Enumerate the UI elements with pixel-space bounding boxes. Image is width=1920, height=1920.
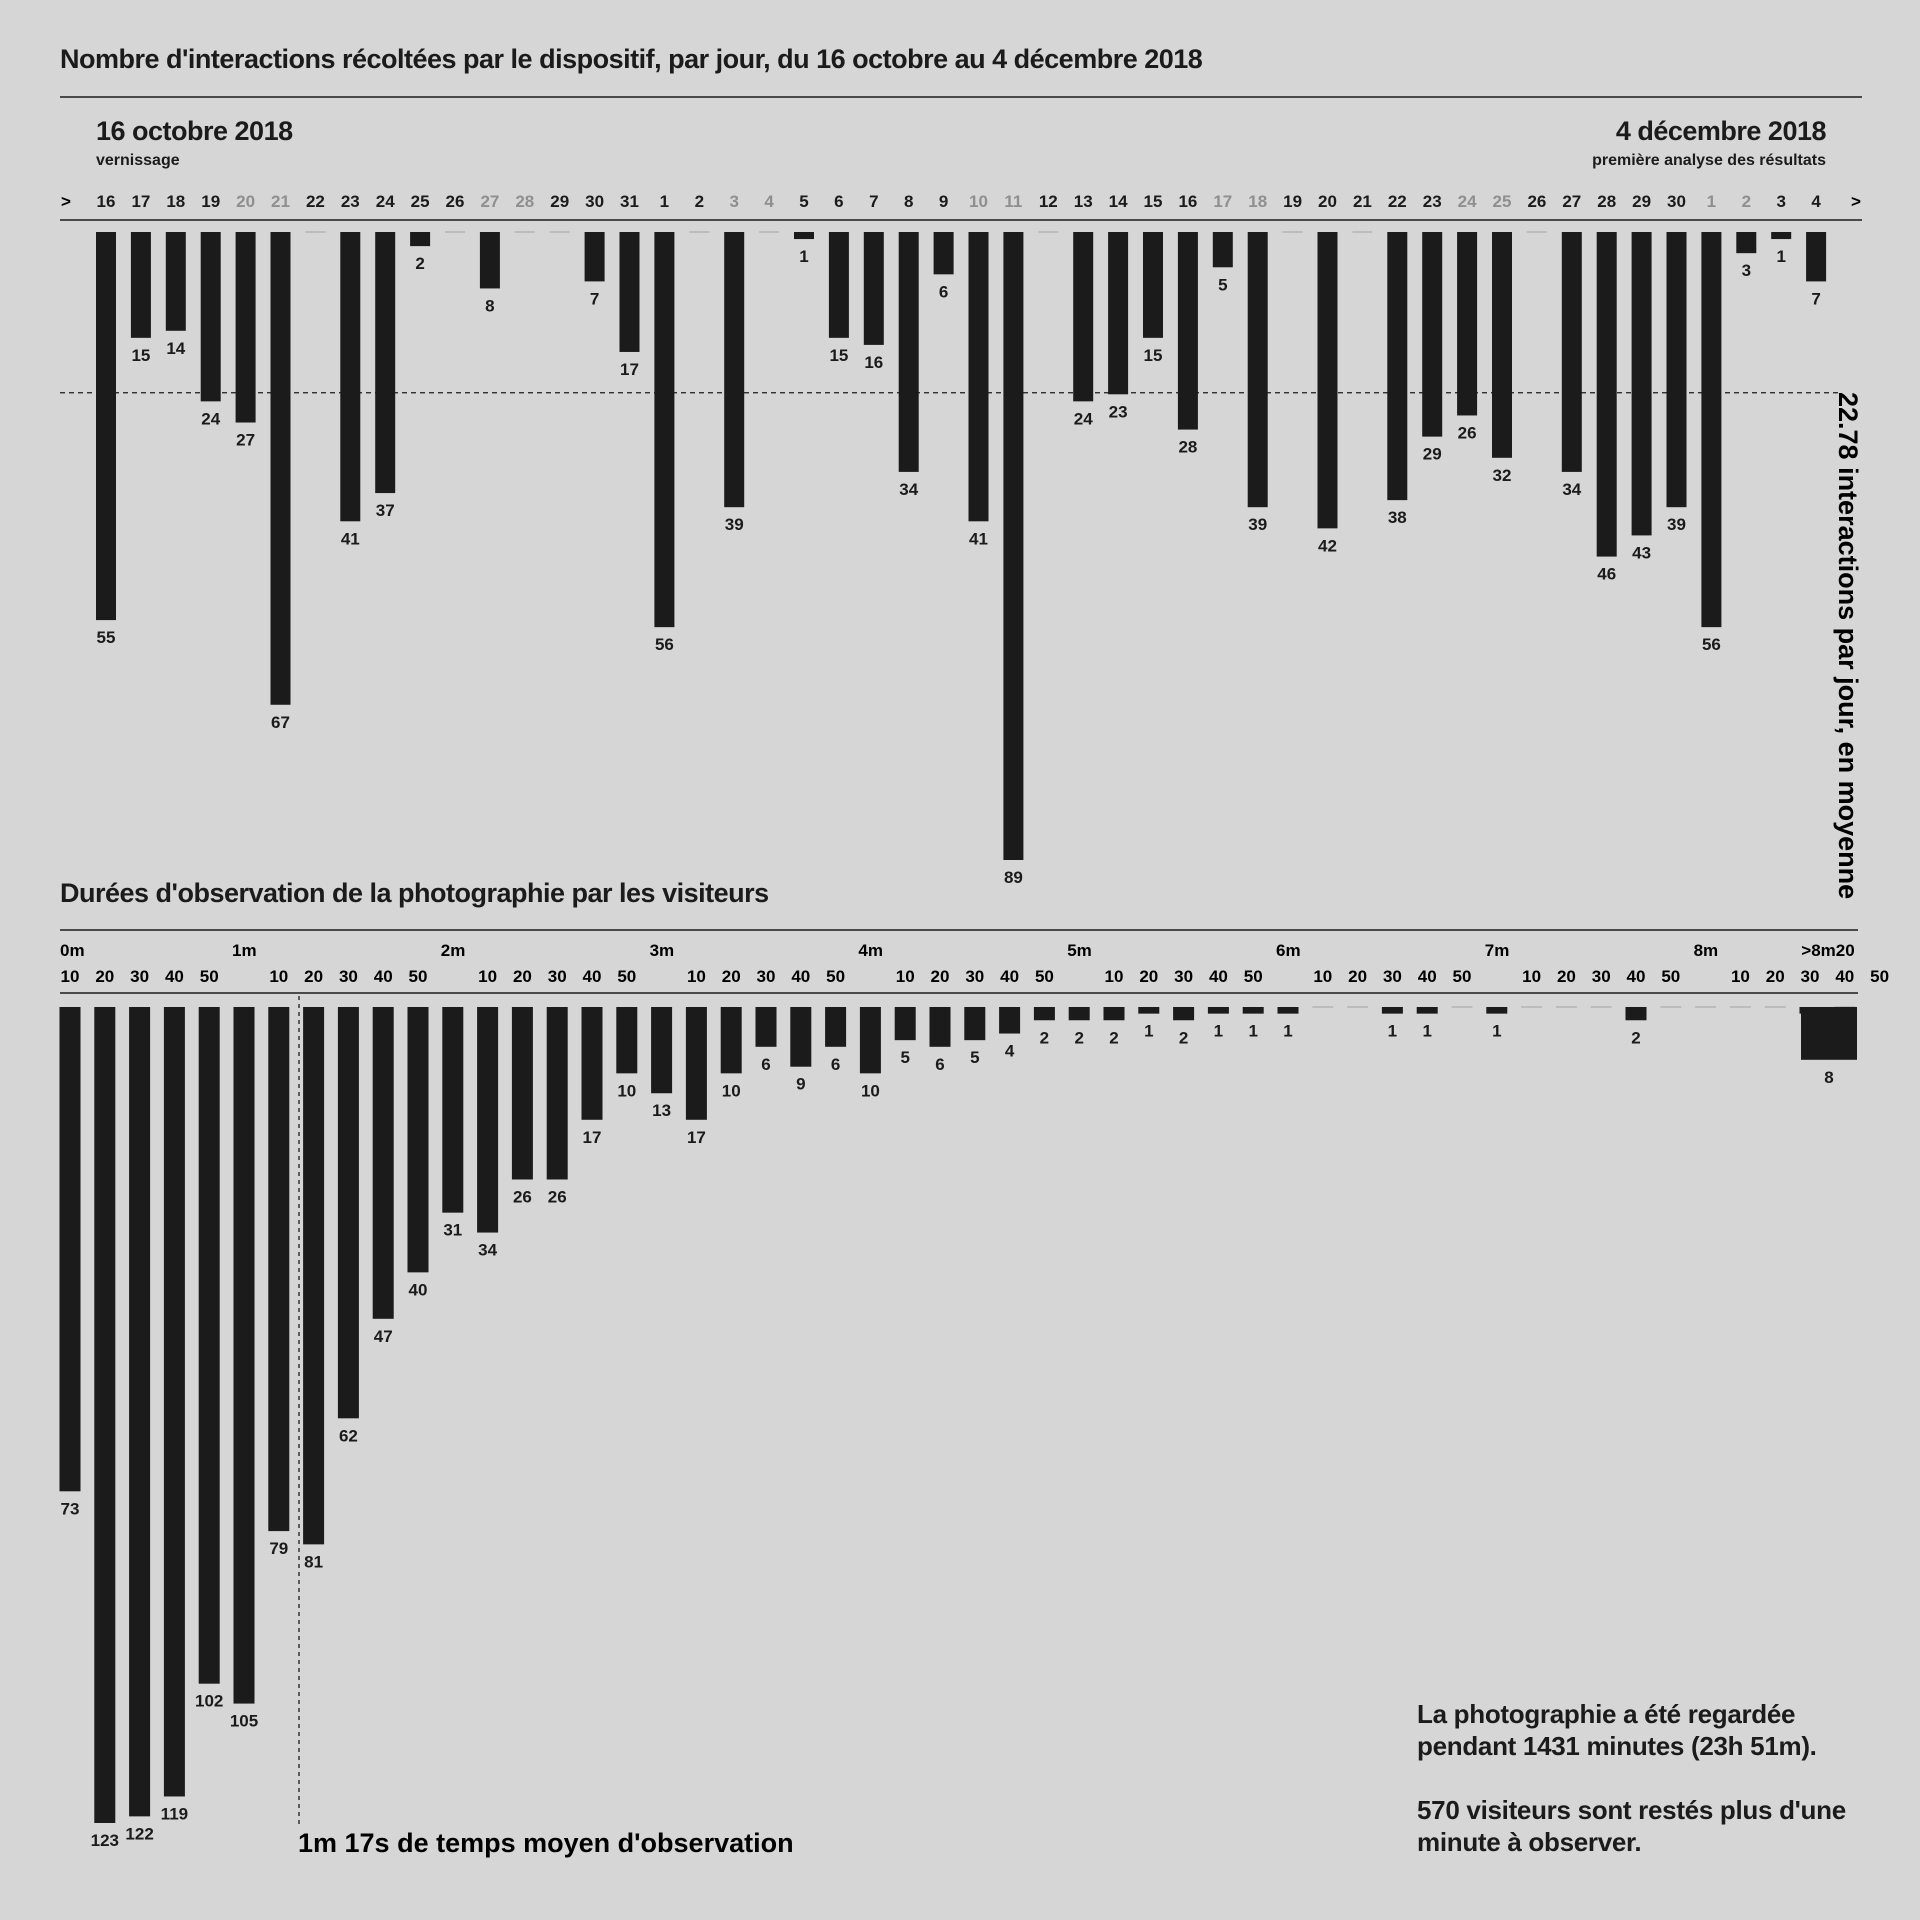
seconds-tick-label: 50 bbox=[1034, 967, 1054, 986]
daily-bar bbox=[1387, 232, 1407, 500]
daily-bar-value: 15 bbox=[131, 345, 151, 365]
duration-bar bbox=[582, 1007, 603, 1120]
seconds-tick-label: 40 bbox=[582, 967, 602, 986]
seconds-tick-label: 40 bbox=[1417, 967, 1437, 986]
seconds-tick-label: 40 bbox=[791, 967, 811, 986]
total-duration-note bbox=[1417, 1698, 1846, 1858]
daily-bar bbox=[1736, 232, 1756, 253]
duration-bar-value: 5 bbox=[900, 1048, 910, 1068]
seconds-tick-label: 10 bbox=[686, 967, 706, 986]
daily-bar-value: 26 bbox=[1457, 423, 1477, 443]
day-tick-label: 5 bbox=[799, 192, 809, 211]
duration-bar-value: 4 bbox=[1004, 1041, 1015, 1061]
daily-bar bbox=[1318, 232, 1338, 528]
seconds-tick-label: 20 bbox=[1556, 967, 1576, 986]
seconds-tick-label: 10 bbox=[1313, 967, 1333, 986]
daily-bar bbox=[1597, 232, 1617, 557]
daily-bar bbox=[934, 232, 954, 274]
daily-bar bbox=[1667, 232, 1687, 507]
duration-bar bbox=[1173, 1007, 1194, 1020]
daily-bar-value: 15 bbox=[829, 345, 849, 365]
day-tick-label: 9 bbox=[938, 192, 949, 211]
note-line-4: minute à observer. bbox=[1417, 1827, 1642, 1857]
day-tick-label: 2 bbox=[694, 192, 705, 211]
day-tick-label: 28 bbox=[1597, 192, 1617, 211]
day-tick-label: 20 bbox=[1318, 192, 1337, 211]
daily-bar-value: 38 bbox=[1387, 508, 1407, 528]
mean-observation-label: 1m 17s de temps moyen d'observation bbox=[298, 1828, 794, 1858]
duration-bar-value: 2 bbox=[1039, 1028, 1050, 1048]
daily-bar-value: 39 bbox=[724, 515, 744, 535]
duration-bar-value: 1 bbox=[1492, 1021, 1502, 1041]
daily-bar bbox=[1073, 232, 1093, 401]
daily-bar bbox=[271, 232, 291, 705]
duration-bar bbox=[651, 1007, 672, 1093]
duration-bar bbox=[1208, 1007, 1229, 1014]
daily-bar-value: 27 bbox=[236, 430, 256, 450]
duration-bar bbox=[964, 1007, 985, 1040]
seconds-tick-label: 30 bbox=[1800, 967, 1820, 986]
seconds-tick-label: 30 bbox=[338, 967, 358, 986]
duration-bar bbox=[1382, 1007, 1403, 1014]
day-tick-label: 12 bbox=[1038, 192, 1058, 211]
duration-bar bbox=[616, 1007, 637, 1073]
day-tick-label: 4 bbox=[1811, 192, 1821, 211]
day-tick-label: 16 bbox=[96, 192, 116, 211]
seconds-tick-label: 20 bbox=[1139, 967, 1159, 986]
duration-bar bbox=[825, 1007, 846, 1047]
seconds-tick-label: 50 bbox=[408, 967, 428, 986]
day-tick-label: 28 bbox=[515, 192, 535, 211]
day-tick-label: 27 bbox=[1562, 192, 1582, 211]
duration-bar-value: 122 bbox=[125, 1824, 154, 1844]
day-tick-label: 31 bbox=[620, 192, 639, 211]
duration-bar bbox=[164, 1007, 185, 1796]
duration-bar-value: 6 bbox=[935, 1054, 945, 1074]
seconds-tick-label: 50 bbox=[1870, 967, 1890, 986]
seconds-tick-label: 20 bbox=[512, 967, 532, 986]
daily-bar bbox=[201, 232, 221, 401]
daily-bar-value: 1 bbox=[799, 247, 809, 267]
daily-bar-value: 23 bbox=[1108, 402, 1128, 422]
duration-bar-value: 73 bbox=[60, 1499, 80, 1519]
duration-bar bbox=[1138, 1007, 1159, 1014]
daily-bar-value: 56 bbox=[654, 635, 674, 655]
daily-bar-value: 43 bbox=[1632, 543, 1652, 563]
duration-bar-value: 5 bbox=[970, 1048, 980, 1068]
duration-bar bbox=[1417, 1007, 1438, 1014]
day-tick-label: 22 bbox=[1387, 192, 1407, 211]
day-tick-label: 21 bbox=[271, 192, 290, 211]
seconds-tick-label: 50 bbox=[1452, 967, 1472, 986]
note-line-3: 570 visiteurs sont restés plus d'une bbox=[1417, 1795, 1846, 1825]
daily-bar-value: 15 bbox=[1143, 345, 1163, 365]
seconds-tick-label: 20 bbox=[1765, 967, 1785, 986]
day-tick-label: 14 bbox=[1108, 192, 1128, 211]
minute-label: 7m bbox=[1484, 941, 1510, 960]
daily-bar bbox=[166, 232, 186, 331]
daily-bar bbox=[1108, 232, 1128, 394]
duration-bar-value: 34 bbox=[478, 1240, 498, 1260]
duration-bar-value: 1 bbox=[1213, 1021, 1224, 1041]
day-tick-label: 11 bbox=[1004, 192, 1023, 211]
daily-bar bbox=[1771, 232, 1791, 239]
seconds-tick-label: 30 bbox=[756, 967, 776, 986]
seconds-tick-label: 30 bbox=[1591, 967, 1611, 986]
duration-bar bbox=[860, 1007, 881, 1073]
duration-bar bbox=[547, 1007, 568, 1179]
daily-bar-value: 7 bbox=[1811, 289, 1821, 309]
day-tick-label: 18 bbox=[1248, 192, 1268, 211]
duration-bar-value: 31 bbox=[443, 1220, 463, 1240]
daily-bar-value: 41 bbox=[969, 529, 988, 549]
duration-bar bbox=[790, 1007, 811, 1067]
daily-bar bbox=[1422, 232, 1442, 437]
daily-interactions-chart bbox=[0, 0, 1920, 900]
daily-bar bbox=[1632, 232, 1652, 535]
daily-bar-value: 39 bbox=[1667, 515, 1686, 535]
daily-bar bbox=[654, 232, 674, 627]
day-tick-label: 27 bbox=[480, 192, 500, 211]
duration-bar-value: 1 bbox=[1805, 1021, 1815, 1041]
seconds-tick-label: 10 bbox=[478, 967, 498, 986]
duration-bar bbox=[373, 1007, 394, 1319]
seconds-tick-label: 40 bbox=[1208, 967, 1228, 986]
day-tick-label: 4 bbox=[764, 192, 774, 211]
day-tick-label: 20 bbox=[236, 192, 256, 211]
duration-bar bbox=[442, 1007, 463, 1213]
duration-bar-value: 17 bbox=[686, 1127, 706, 1147]
seconds-tick-label: 40 bbox=[1626, 967, 1646, 986]
duration-bar bbox=[199, 1007, 220, 1684]
duration-bar-value: 10 bbox=[721, 1081, 741, 1101]
day-tick-label: 2 bbox=[1741, 192, 1752, 211]
duration-bar bbox=[338, 1007, 359, 1418]
end-date-label: 4 décembre 2018 bbox=[1615, 116, 1826, 146]
duration-bar-value: 1 bbox=[1387, 1021, 1398, 1041]
seconds-tick-label: 30 bbox=[965, 967, 985, 986]
daily-bar-value: 5 bbox=[1218, 275, 1228, 295]
day-tick-label: 18 bbox=[166, 192, 186, 211]
note-line-2: pendant 1431 minutes (23h 51m). bbox=[1417, 1731, 1817, 1761]
daily-bar-value: 1 bbox=[1776, 247, 1786, 267]
duration-bar bbox=[94, 1007, 115, 1823]
day-tick-label: 3 bbox=[729, 192, 739, 211]
start-marker: > bbox=[61, 192, 71, 211]
daily-bar bbox=[1492, 232, 1512, 458]
duration-bar-value: 26 bbox=[547, 1187, 567, 1207]
daily-bar bbox=[724, 232, 744, 507]
duration-bar bbox=[60, 1007, 81, 1491]
duration-bar bbox=[1034, 1007, 1055, 1020]
daily-bar-value: 56 bbox=[1701, 635, 1721, 655]
day-tick-label: 24 bbox=[1457, 192, 1477, 211]
day-tick-label: 7 bbox=[869, 192, 879, 211]
daily-bar-value: 7 bbox=[589, 289, 600, 309]
daily-bar bbox=[236, 232, 256, 423]
duration-bar-value: 47 bbox=[373, 1326, 393, 1346]
daily-bar-value: 24 bbox=[1073, 409, 1093, 429]
daily-bar-value: 8 bbox=[485, 296, 495, 316]
day-tick-label: 24 bbox=[375, 192, 395, 211]
seconds-tick-label: 10 bbox=[895, 967, 915, 986]
overflow-bar-value: 8 bbox=[1824, 1067, 1834, 1087]
daily-bar bbox=[1143, 232, 1163, 338]
duration-bar bbox=[268, 1007, 289, 1531]
seconds-tick-label: 10 bbox=[1104, 967, 1124, 986]
day-tick-label: 3 bbox=[1776, 192, 1786, 211]
day-tick-label: 19 bbox=[201, 192, 221, 211]
duration-bar-value: 62 bbox=[338, 1426, 358, 1446]
duration-bar bbox=[1104, 1007, 1125, 1020]
day-tick-label: 23 bbox=[340, 192, 360, 211]
daily-bar-value: 14 bbox=[166, 338, 186, 358]
duration-bar-value: 10 bbox=[860, 1081, 880, 1101]
daily-bar bbox=[969, 232, 989, 521]
daily-bar-value: 34 bbox=[1562, 479, 1582, 499]
day-tick-label: 25 bbox=[1492, 192, 1512, 211]
minute-label: 5m bbox=[1067, 941, 1092, 960]
duration-bar bbox=[930, 1007, 951, 1047]
seconds-tick-label: 30 bbox=[1382, 967, 1402, 986]
day-tick-label: 30 bbox=[1667, 192, 1686, 211]
daily-bar bbox=[480, 232, 500, 288]
seconds-tick-label: 50 bbox=[1243, 967, 1263, 986]
daily-bar bbox=[1248, 232, 1268, 507]
day-tick-label: 29 bbox=[1632, 192, 1652, 211]
daily-bar bbox=[1701, 232, 1721, 627]
start-date-label: 16 octobre 2018 bbox=[96, 116, 293, 146]
day-tick-label: 1 bbox=[659, 192, 670, 211]
daily-bar bbox=[1562, 232, 1582, 472]
day-tick-label: 21 bbox=[1352, 192, 1372, 211]
minute-label: 2m bbox=[440, 941, 466, 960]
daily-bar-value: 17 bbox=[620, 359, 639, 379]
daily-bar-value: 3 bbox=[1741, 261, 1752, 281]
duration-bar-value: 1 bbox=[1248, 1021, 1258, 1041]
seconds-tick-label: 20 bbox=[930, 967, 950, 986]
duration-bar bbox=[1486, 1007, 1507, 1014]
day-tick-label: 1 bbox=[1706, 192, 1717, 211]
duration-bar bbox=[895, 1007, 916, 1040]
day-tick-label: 6 bbox=[834, 192, 844, 211]
minute-label: 1m bbox=[232, 941, 257, 960]
daily-bar bbox=[1178, 232, 1198, 430]
duration-bar-value: 40 bbox=[408, 1280, 428, 1300]
duration-bar-value: 123 bbox=[90, 1831, 119, 1850]
seconds-tick-label: 10 bbox=[1730, 967, 1750, 986]
day-tick-label: 22 bbox=[305, 192, 325, 211]
duration-bar-value: 9 bbox=[796, 1074, 806, 1094]
start-date-sublabel: vernissage bbox=[96, 152, 180, 169]
duration-bar-value: 10 bbox=[617, 1081, 637, 1101]
duration-bar bbox=[303, 1007, 324, 1544]
daily-bar bbox=[864, 232, 884, 345]
daily-bar bbox=[1457, 232, 1477, 415]
daily-bar-value: 16 bbox=[864, 352, 884, 372]
duration-bar-value: 1 bbox=[1422, 1021, 1432, 1041]
daily-bar bbox=[1003, 232, 1023, 860]
duration-bar-value: 119 bbox=[160, 1804, 189, 1824]
day-tick-label: 29 bbox=[550, 192, 570, 211]
duration-bar bbox=[129, 1007, 150, 1816]
duration-bar bbox=[721, 1007, 742, 1073]
duration-bar-value: 2 bbox=[1178, 1028, 1189, 1048]
duration-bar-value: 102 bbox=[195, 1691, 224, 1711]
duration-bar-value: 1 bbox=[1283, 1021, 1293, 1041]
daily-bar-value: 24 bbox=[201, 409, 221, 429]
duration-bar-value: 81 bbox=[304, 1552, 324, 1572]
seconds-tick-label: 50 bbox=[826, 967, 846, 986]
average-label: 22.78 interactions par jour, en moyenne bbox=[1833, 392, 1863, 900]
daily-bar bbox=[375, 232, 395, 493]
daily-bar bbox=[585, 232, 605, 281]
daily-bar-value: 6 bbox=[938, 282, 949, 302]
duration-bar bbox=[756, 1007, 777, 1047]
seconds-tick-label: 40 bbox=[1000, 967, 1020, 986]
end-marker: > bbox=[1851, 192, 1861, 211]
day-tick-label: 15 bbox=[1143, 192, 1163, 211]
daily-bar bbox=[340, 232, 360, 521]
seconds-tick-label: 10 bbox=[1522, 967, 1542, 986]
duration-bar bbox=[408, 1007, 429, 1272]
minute-label: 3m bbox=[649, 941, 675, 960]
daily-bar-value: 55 bbox=[96, 628, 116, 648]
duration-bar bbox=[1069, 1007, 1090, 1020]
seconds-tick-label: 20 bbox=[1348, 967, 1368, 986]
daily-bar-value: 67 bbox=[271, 712, 290, 732]
duration-bar bbox=[1278, 1007, 1299, 1014]
daily-bar-value: 28 bbox=[1178, 437, 1198, 457]
day-tick-label: 16 bbox=[1178, 192, 1198, 211]
duration-bar-value: 6 bbox=[761, 1054, 771, 1074]
duration-bar-value: 17 bbox=[582, 1127, 602, 1147]
seconds-tick-label: 50 bbox=[1661, 967, 1681, 986]
duration-bar bbox=[234, 1007, 255, 1704]
daily-bar-value: 41 bbox=[340, 529, 360, 549]
day-tick-label: 19 bbox=[1283, 192, 1303, 211]
duration-bar-value: 2 bbox=[1631, 1028, 1641, 1048]
duration-chart-title: Durées d'observation de la photographie par les visiteurs bbox=[60, 878, 769, 908]
seconds-tick-label: 20 bbox=[304, 967, 324, 986]
day-tick-label: 8 bbox=[903, 192, 914, 211]
seconds-tick-label: 40 bbox=[164, 967, 184, 986]
daily-bar bbox=[1213, 232, 1233, 267]
minute-label: 8m bbox=[1693, 941, 1719, 960]
duration-bar-value: 26 bbox=[512, 1187, 532, 1207]
daily-bar bbox=[829, 232, 849, 338]
daily-bar-value: 32 bbox=[1492, 465, 1512, 485]
duration-bar-value: 105 bbox=[229, 1711, 259, 1731]
daily-bar bbox=[410, 232, 430, 246]
note-line-1: La photographie a été regardée bbox=[1417, 1699, 1796, 1729]
duration-bar bbox=[1243, 1007, 1264, 1014]
day-tick-label: 25 bbox=[410, 192, 430, 211]
seconds-tick-label: 50 bbox=[199, 967, 219, 986]
duration-bar bbox=[512, 1007, 533, 1179]
seconds-tick-label: 30 bbox=[130, 967, 150, 986]
seconds-tick-label: 40 bbox=[373, 967, 393, 986]
daily-bar bbox=[620, 232, 640, 352]
minute-label: 6m bbox=[1276, 941, 1301, 960]
day-tick-label: 13 bbox=[1073, 192, 1093, 211]
seconds-tick-label: 30 bbox=[547, 967, 567, 986]
seconds-tick-label: 10 bbox=[269, 967, 289, 986]
seconds-tick-label: 20 bbox=[95, 967, 115, 986]
daily-bar-value: 42 bbox=[1318, 536, 1337, 556]
seconds-tick-label: 20 bbox=[721, 967, 741, 986]
daily-bar-value: 46 bbox=[1597, 564, 1617, 584]
seconds-tick-label: 10 bbox=[60, 967, 80, 986]
day-tick-label: 17 bbox=[1213, 192, 1233, 211]
end-date-sublabel: première analyse des résultats bbox=[1592, 152, 1826, 169]
duration-bar-value: 2 bbox=[1074, 1028, 1084, 1048]
daily-bar bbox=[899, 232, 919, 472]
duration-bar-value: 13 bbox=[652, 1101, 672, 1121]
daily-bar bbox=[131, 232, 151, 338]
duration-bar bbox=[1626, 1007, 1647, 1020]
duration-bar bbox=[999, 1007, 1020, 1034]
minute-label: 4m bbox=[858, 941, 883, 960]
duration-bar-value: 1 bbox=[1144, 1021, 1154, 1041]
duration-bar bbox=[477, 1007, 498, 1233]
seconds-tick-label: 30 bbox=[1174, 967, 1194, 986]
daily-bar-value: 89 bbox=[1003, 868, 1023, 887]
daily-bar-value: 37 bbox=[375, 501, 395, 521]
duration-bar-value: 6 bbox=[830, 1054, 841, 1074]
seconds-tick-label: 50 bbox=[617, 967, 637, 986]
day-tick-label: 10 bbox=[969, 192, 988, 211]
duration-bar-value: 79 bbox=[269, 1539, 289, 1559]
daily-bar bbox=[1806, 232, 1826, 281]
daily-bar-value: 34 bbox=[899, 479, 919, 499]
duration-bar bbox=[686, 1007, 707, 1120]
daily-chart-title: Nombre d'interactions récoltées par le dispositif, par jour, du 16 octobre au 4 décembre 2018 bbox=[60, 44, 1203, 74]
day-tick-label: 23 bbox=[1422, 192, 1442, 211]
day-tick-label: 26 bbox=[1527, 192, 1547, 211]
overflow-minute-label: >8m20 bbox=[1801, 941, 1855, 960]
seconds-tick-label: 40 bbox=[1835, 967, 1855, 986]
minute-label: 0m bbox=[60, 941, 85, 960]
duration-bar-value: 2 bbox=[1109, 1028, 1119, 1048]
daily-bar bbox=[794, 232, 814, 239]
daily-bar bbox=[96, 232, 116, 620]
daily-bar-value: 29 bbox=[1422, 444, 1442, 464]
daily-bar-value: 39 bbox=[1248, 515, 1268, 535]
day-tick-label: 17 bbox=[131, 192, 151, 211]
day-tick-label: 30 bbox=[585, 192, 605, 211]
daily-bar-value: 2 bbox=[415, 254, 425, 274]
day-tick-label: 26 bbox=[445, 192, 465, 211]
